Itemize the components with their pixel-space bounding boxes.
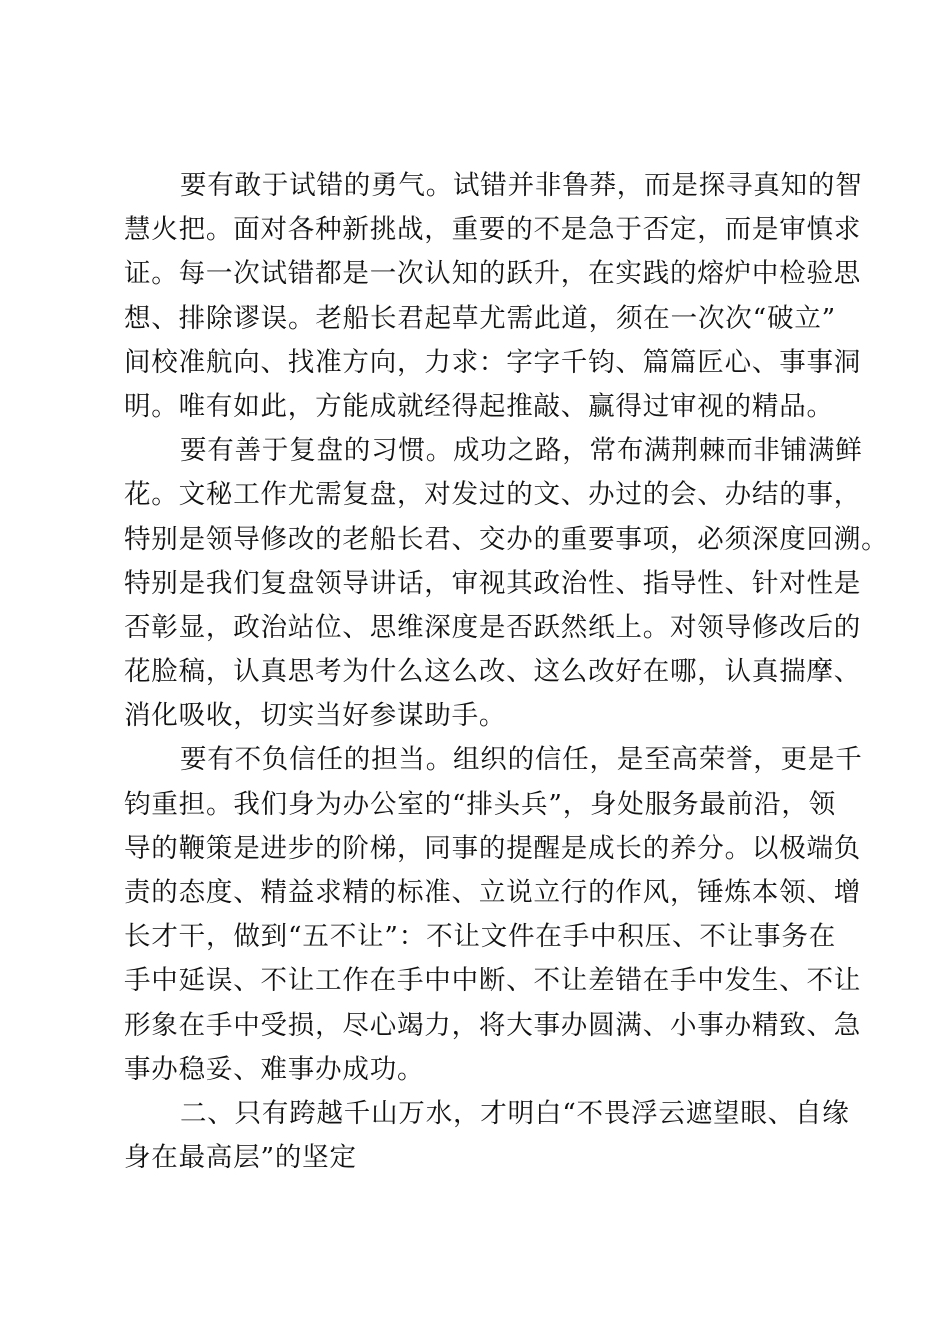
paragraph-line: 责的态度、精益求精的标准、立说立行的作风，锤炼本领、增 — [124, 877, 862, 908]
paragraph-line: 否彰显，政治站位、思维深度是否跃然纸上。对领导修改后的 — [124, 611, 862, 643]
paragraph-line: 间校准航向、找准方向，力求：字字千钧、篇篇匠心、事事洞 — [124, 346, 862, 378]
document-body — [124, 164, 889, 1180]
paragraph-line: 要有善于复盘的习惯。成功之路，常布满荆棘而非铺满鲜 — [180, 435, 863, 467]
section-heading — [124, 1092, 850, 1180]
heading-line: 二、只有跨越千山万水，才明白“不畏浮云遮望眼、自缘 — [180, 1097, 850, 1129]
paragraph-line: 要有不负信任的担当。组织的信任，是至高荣誉，更是千 — [180, 744, 863, 776]
paragraph-review — [124, 429, 889, 738]
paragraph-line: 特别是我们复盘领导讲话，审视其政治性、指导性、针对性是 — [124, 567, 862, 599]
paragraph-line: 慧火把。面对各种新挑战，重要的不是急于否定，而是审慎求 — [124, 214, 862, 246]
paragraph-line: 花。文秘工作尤需复盘，对发过的文、办过的会、办结的事， — [124, 479, 862, 511]
paragraph-line: 事办稳妥、难事办成功。 — [124, 1053, 425, 1085]
paragraph-line: 消化吸收，切实当好参谋助手。 — [124, 700, 507, 732]
paragraph-line: 导的鞭策是进步的阶梯，同事的提醒是成长的养分。以极端负 — [124, 832, 862, 864]
paragraph-line: 花脸稿，认真思考为什么这么改、这么改好在哪，认真揣摩、 — [124, 656, 862, 688]
paragraph-line: 想、排除谬误。老船长君起草尤需此道，须在一次次“破立” — [124, 302, 836, 334]
paragraph-line: 要有敢于试错的勇气。试错并非鲁莽，而是探寻真知的智 — [180, 170, 863, 201]
paragraph-line: 证。每一次试错都是一次认知的跃升，在实践的熔炉中检验思 — [124, 258, 862, 290]
paragraph-trial-and-error — [124, 164, 863, 429]
paragraph-line: 手中延误、不让工作在手中中断、不让差错在手中发生、不让 — [124, 965, 862, 997]
paragraph-line: 长才干，做到“五不让”：不让文件在手中积压、不让事务在 — [124, 921, 836, 953]
paragraph-responsibility — [124, 738, 863, 1092]
paragraph-line: 特别是领导修改的老船长君、交办的重要事项，必须深度回溯。 — [124, 523, 889, 555]
heading-line: 身在最高层”的坚定 — [124, 1142, 357, 1174]
paragraph-line: 形象在手中受损，尽心竭力，将大事办圆满、小事办精致、急 — [124, 1009, 862, 1041]
paragraph-line: 明。唯有如此，方能成就经得起推敲、赢得过审视的精品。 — [124, 390, 834, 422]
paragraph-line: 钧重担。我们身为办公室的“排头兵”，身处服务最前沿，领 — [124, 788, 836, 820]
